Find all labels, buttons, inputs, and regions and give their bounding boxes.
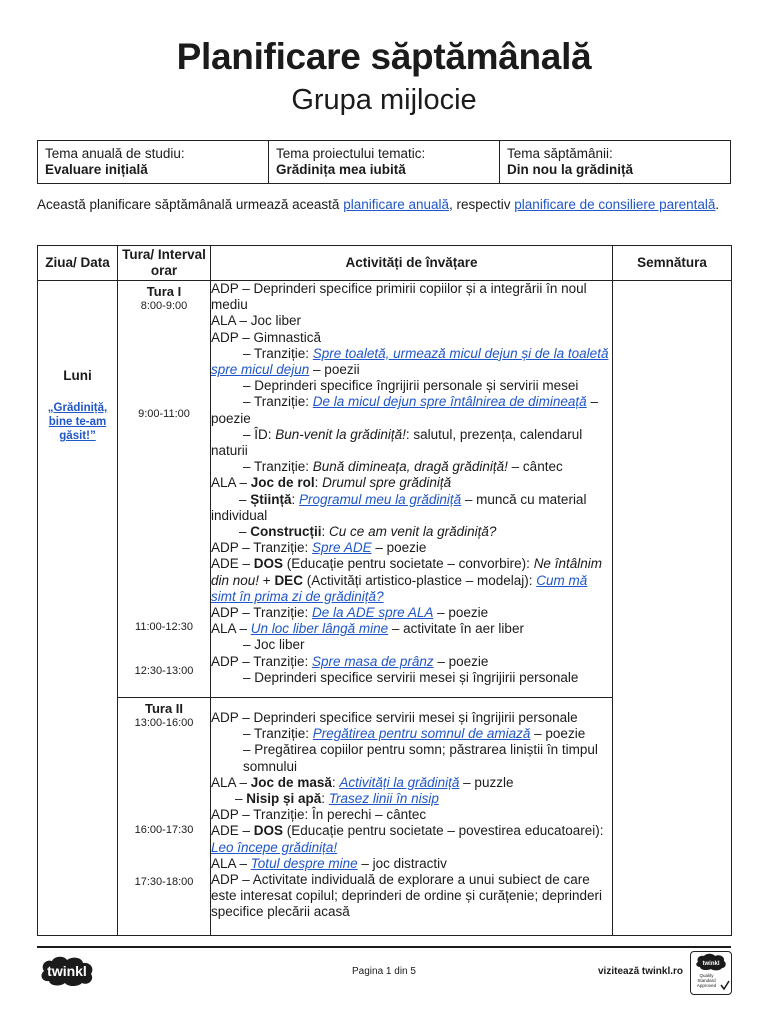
header-activities: Activități de învățare — [211, 246, 613, 281]
activity-line: – ÎD: Bun-venit la grădiniță!: salutul, prezența, calendarul naturii — [211, 426, 583, 459]
activity-link[interactable]: Un loc liber lângă mine — [250, 621, 389, 637]
transition-link[interactable]: Pregătirea pentru somnul de amiază — [312, 726, 531, 742]
activity-line: – Construcții: Cu ce am venit la grădiniță? — [239, 524, 497, 540]
activity-line: – Deprinderi specifice servirii mesei și îngrijirii personale — [243, 669, 579, 685]
activity-line: ADP – Tranziție: Spre masa de prânz – poezie — [211, 653, 489, 669]
info-value: Evaluare inițială — [45, 162, 148, 177]
info-cell-week — [500, 141, 731, 184]
signature-cell[interactable] — [613, 281, 732, 936]
time-slot: 11:00-12:30 — [135, 621, 193, 633]
shift-1-cell — [118, 281, 211, 698]
activity-link[interactable]: Leo începe grădinița! — [211, 839, 338, 855]
activity-line: ADP – Tranziție: Spre ADE – poezie — [211, 540, 427, 556]
svg-text:twinkl: twinkl — [702, 961, 720, 967]
annual-plan-link[interactable]: planificare anuală — [343, 197, 450, 212]
activity-line: – Joc liber — [243, 637, 305, 653]
activity-link[interactable]: Trasez linii în nisip — [328, 791, 439, 807]
activity-line: – Deprinderi specifice îngrijirii personale și servirii mesei — [243, 378, 579, 394]
info-label: Tema proiectului tematic: — [276, 146, 426, 161]
theme-info-table — [37, 140, 731, 184]
page-number: Pagina 1 din 5 — [352, 966, 416, 977]
header-day: Ziua/ Data — [38, 246, 118, 281]
activity-line: ALA – Joc de rol: Drumul spre grădiniță — [211, 475, 452, 491]
intro-text: . — [715, 197, 720, 212]
activity-link[interactable]: Totul despre mine — [250, 855, 358, 871]
activity-line: ADP – Deprinderi specifice servirii mesei și îngrijirii personale — [211, 710, 578, 725]
activity-line: – Tranziție: Spre toaletă, urmează micul dejun și de la toaletă spre micul dejun – poezii — [211, 345, 609, 378]
activity-line: – Tranziție: Bună dimineața, dragă grădiniță! – cântec — [243, 459, 563, 475]
intro-text: Această planificare săptămânală urmează această — [37, 197, 344, 212]
header-shift: Tura/ Interval orar — [118, 246, 211, 281]
day-name: Luni — [63, 368, 92, 383]
transition-link[interactable]: Spre ADE — [312, 540, 372, 556]
check-icon — [721, 981, 729, 989]
info-cell-annual — [38, 141, 269, 184]
header-signature: Semnătura — [613, 246, 732, 281]
activity-line: – Știință: Programul meu la grădiniță – muncă cu material individual — [211, 491, 587, 523]
activity-line: – Pregătirea copiilor pentru somn; păstrarea liniștii în timpul somnului — [243, 742, 598, 774]
activity-line: ADE – DOS (Educație pentru societate – povestirea educatoarei): Leo începe grădinița! — [211, 823, 604, 855]
activity-line: ADP – Activitate individuală de explorare a unui subiect de care este interesat copilul; deprinderi de ordine și curățenie; deprinderi specifice plecării acasă — [211, 872, 602, 920]
activity-line: ALA – Joc liber — [211, 313, 302, 329]
weekly-plan-table — [37, 245, 732, 936]
intro-text: , respectiv — [449, 197, 515, 212]
transition-link[interactable]: Spre masa de prânz — [312, 653, 434, 669]
time-slot: 16:00-17:30 — [134, 824, 194, 836]
activity-link[interactable]: Programul meu la grădiniță — [299, 491, 462, 507]
table-row — [38, 281, 732, 698]
activity-link[interactable]: Cum mă simt în prima zi de grădiniță? — [211, 572, 588, 604]
activity-link[interactable]: Activități la grădiniță — [339, 774, 460, 790]
activity-line: ADP – Tranziție: De la ADE spre ALA – poezie — [211, 605, 489, 621]
shift-2-activities — [211, 698, 613, 936]
shift-1-activities — [211, 281, 613, 698]
info-value: Grădinița mea iubită — [276, 162, 406, 177]
day-theme-link[interactable]: „Grădiniță, bine te-am găsit!” — [47, 402, 108, 442]
quality-badge — [690, 951, 732, 995]
activity-line: ADP – Tranziție: În perechi – cântec — [211, 807, 427, 823]
info-label: Tema anuală de studiu: — [45, 146, 185, 161]
footer-divider — [37, 946, 731, 948]
time-slot: 8:00-9:00 — [140, 300, 188, 312]
transition-link[interactable]: Spre toaletă, urmează micul dejun și de la toaletă spre micul dejun — [211, 345, 609, 378]
activity-line: ADE – DOS (Educație pentru societate – convorbire): Ne întâlnim din nou! + DEC (Activități artistico-plastice – modelaj): Cum mă simt în prima zi de grădiniță? — [211, 556, 602, 604]
badge-text: Quality Standard Approved — [696, 973, 717, 988]
page-title: Planificare săptămânală — [176, 36, 592, 77]
parental-plan-link[interactable]: planificare de consiliere parentală — [514, 197, 716, 212]
shift-name: Tura I — [146, 284, 182, 299]
time-slot: 9:00-11:00 — [138, 408, 190, 420]
table-header-row — [38, 246, 732, 281]
info-value: Din nou la grădiniță — [507, 162, 634, 177]
info-cell-project — [269, 141, 500, 184]
activity-line: ALA – Totul despre mine – joc distractiv — [211, 855, 447, 871]
transition-link[interactable]: De la micul dejun spre întâlnirea de dimineață — [312, 394, 587, 410]
page-subtitle: Grupa mijlocie — [291, 84, 477, 116]
logo-text: twinkl — [47, 963, 87, 979]
activity-line: ALA – Joc de masă: Activități la grădiniță – puzzle — [211, 774, 514, 790]
shift-2-cell — [118, 698, 211, 936]
time-slot: 13:00-16:00 — [134, 717, 194, 729]
intro-paragraph — [37, 197, 731, 214]
activity-line: ALA – Un loc liber lângă mine – activitate în aer liber — [211, 621, 524, 637]
activity-line: – Tranziție: Pregătirea pentru somnul de amiază – poezie — [243, 726, 586, 742]
activity-line: ADP – Gimnastică — [211, 329, 322, 345]
activity-line: ADP – Deprinderi specifice primirii copiilor și a integrării în noul mediu — [211, 281, 587, 313]
day-cell — [38, 281, 118, 936]
time-slot: 12:30-13:00 — [134, 665, 194, 677]
info-label: Tema săptămânii: — [507, 146, 613, 161]
transition-link[interactable]: De la ADE spre ALA — [312, 605, 434, 621]
activity-line: – Tranziție: De la micul dejun spre întâlnirea de dimineață – poezie — [211, 394, 598, 426]
shift-name: Tura II — [144, 701, 184, 716]
time-slot: 17:30-18:00 — [134, 876, 194, 888]
activity-line: – Nisip și apă: Trasez linii în nisip — [235, 791, 439, 807]
visit-link[interactable]: vizitează twinkl.ro — [598, 966, 684, 977]
